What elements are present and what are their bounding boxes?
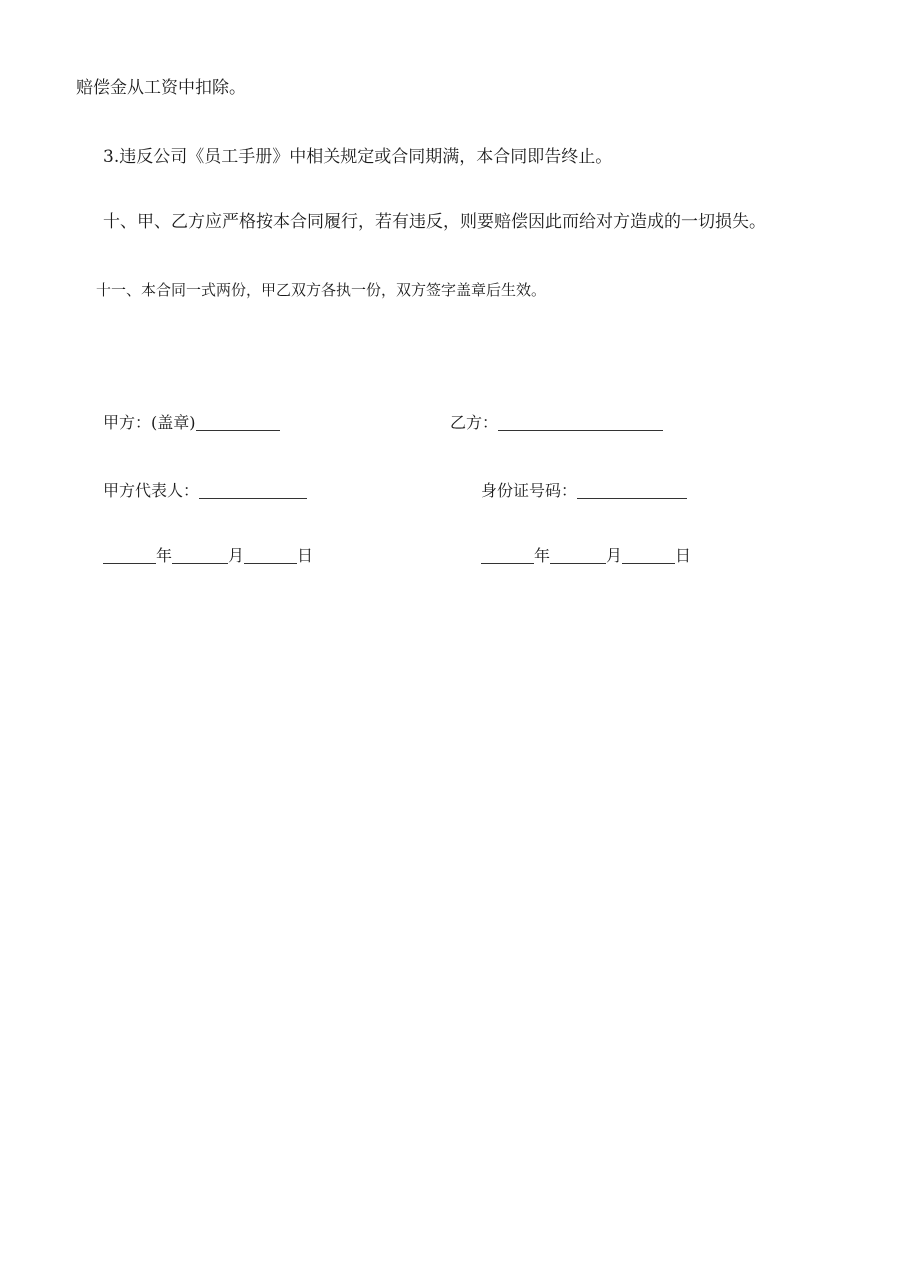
party-b-line	[450, 414, 663, 431]
party-a-date-line	[103, 547, 313, 564]
party-a-seal-line	[103, 414, 280, 431]
day-label: 日	[297, 546, 314, 565]
id-number-line	[481, 482, 687, 499]
party-b-day-blank	[622, 547, 675, 564]
month-label: 月	[606, 546, 623, 565]
party-a-representative-blank	[199, 482, 307, 499]
paragraph-clause-eleven: 十一、本合同一式两份，甲乙双方各执一份，双方签字盖章后生效。	[96, 281, 547, 299]
party-b-label: 乙方：	[450, 413, 499, 432]
party-a-year-blank	[103, 547, 156, 564]
party-a-day-blank	[244, 547, 297, 564]
party-b-date-line	[481, 547, 691, 564]
day-label: 日	[675, 546, 692, 565]
id-number-label: 身份证号码：	[481, 481, 578, 500]
party-a-seal-blank	[196, 414, 280, 431]
month-label: 月	[228, 546, 245, 565]
party-a-representative-line	[103, 482, 307, 499]
paragraph-termination-clause: 3.违反公司《员工手册》中相关规定或合同期满，本合同即告终止。	[103, 147, 613, 167]
year-label: 年	[156, 546, 173, 565]
party-a-representative-label: 甲方代表人：	[103, 481, 200, 500]
party-b-month-blank	[550, 547, 606, 564]
id-number-blank	[577, 482, 687, 499]
party-b-blank	[498, 414, 663, 431]
party-b-year-blank	[481, 547, 534, 564]
party-a-month-blank	[172, 547, 228, 564]
paragraph-clause-ten: 十、甲、乙方应严格按本合同履行，若有违反，则要赔偿因此而给对方造成的一切损失。	[103, 212, 766, 232]
paragraph-compensation-deduction: 赔偿金从工资中扣除。	[76, 78, 246, 98]
year-label: 年	[534, 546, 551, 565]
party-a-label: 甲方：(盖章)	[103, 413, 196, 432]
